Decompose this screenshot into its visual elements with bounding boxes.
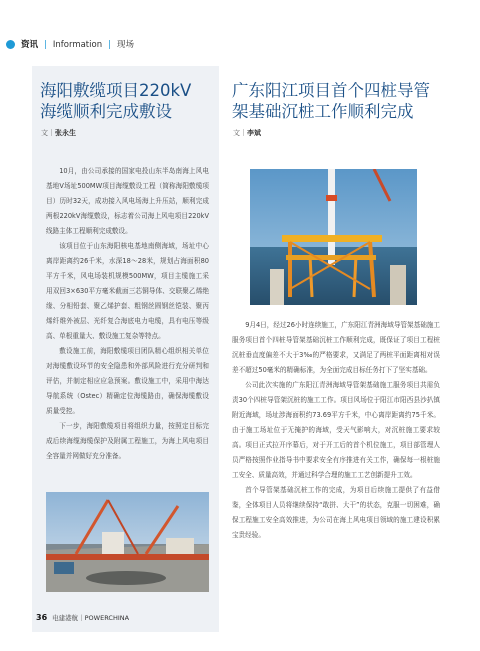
right-paragraph-3: 首个导管架基础沉桩工作的完成，为项目后续施工提供了有益借鉴，全体项目人员将继续保持“敢拼、大干”的状态，克服一切困难，确保工程施工安全高效推进，为公司在海上风电项目领域的施工建设积累宝贵经验。: [232, 486, 440, 539]
left-article: [32, 66, 219, 632]
section-bullet-icon: [6, 40, 15, 49]
cable-ship-photo: [46, 492, 209, 592]
right-article-title: 广东阳江项目首个四桩导管 架基础沉桩工作顺利完成: [232, 81, 430, 121]
section-header: [0, 38, 480, 52]
right-article-body: [232, 318, 440, 543]
right-paragraph-2: 公司此次实施的广东阳江青洲海域导管架基础施工服务项目共需负责30个四桩导管架沉桩的施工工作。项目风场位于阳江市阳西县沙扒镇附近海域，场址涉海面积约73.69平方千米，中心离岸距离约75千米。由于施工场址位于无掩护的海域，受天气影响大，对沉桩施工要求较高。项目正式拉开序幕后，对于开工后的首个机位施工，项目部管理人员严格按照作业指导书中要求安全有序推进有关工作，确保每一根桩施工安全、质量高效，并通过科学合理的施工工艺创新提升工效。: [232, 381, 440, 479]
right-article-byline: 文｜李斌: [233, 129, 261, 137]
left-paragraph-3: 敷设施工前，海阳敷缆项目团队精心组织相关单位对海缆敷设环节的安全隐患和外部风险进行充分研判和评估，并制定相应应急预案。敷设施工中，采用中海达导航系统（Ostec）精确定位海缆路由，确保海缆敷设质量受控。: [46, 347, 209, 415]
left-article-byline: 文｜张永生: [41, 129, 76, 137]
section-cn: 资讯: [21, 40, 39, 50]
right-article-author: 李斌: [247, 129, 261, 137]
left-article-title: 海阳敷缆项目220kV 海缆顺利完成敷设: [40, 81, 192, 121]
page-footer: [36, 613, 129, 622]
publication-name: 电建港航｜POWERCHINA: [52, 614, 130, 622]
page-number: 36: [36, 613, 48, 622]
left-paragraph-1: 10月，由公司承接的国家电投山东半岛南海上风电基地V场址500MW项目海缆敷设工程（简称海阳敷缆项目）历时32天，成功接入风电场海上升压站，顺利完成两根220kV海缆敷设，标志着公司海上风电项目220kV线路主体工程顺利完成敷设。: [46, 167, 209, 235]
right-paragraph-1: 9月4日，经过26小时连续施工，广东阳江青洲海域导管架基础施工服务项目首个四桩导管架基础沉桩工作顺利完成，既保证了项目工程桩沉桩垂直度偏差不大于3‰的严格要求，又满足了两桩平面距离相对误差不超过50毫米的精确标准，为全面完成目标任务打下了坚实基础。: [232, 321, 440, 374]
section-en: Information: [52, 40, 103, 50]
jacket-foundation-photo: [250, 169, 417, 305]
right-article: [219, 66, 439, 632]
section-label: 资讯 | Information | 现场: [21, 40, 134, 50]
left-paragraph-2: 该项目位于山东海阳核电基地南侧海域，场址中心离岸距离约26千米，水深18～28米，规划占海面积80平方千米，风电场装机规模500MW，项目主缆施工采用双回3×630平方毫米截面三芯铜导体、交联聚乙烯绝缘、分相铅套、聚乙烯护套、粗钢丝圆钢丝铠装、聚丙烯纤维外被层、光纤复合海底电力电缆，具有电压等级高、单根重量大、敷设施工复杂等特点。: [46, 242, 209, 340]
section-sub: 现场: [116, 40, 134, 50]
left-paragraph-4: 下一步，海阳敷缆项目将组织力量，按照定目标完成后续海缆海缆保护及附属工程施工，为海上风电项目全容量并网做好充分准备。: [46, 422, 209, 460]
left-article-author: 张永生: [55, 129, 76, 137]
left-article-body: [46, 164, 209, 464]
